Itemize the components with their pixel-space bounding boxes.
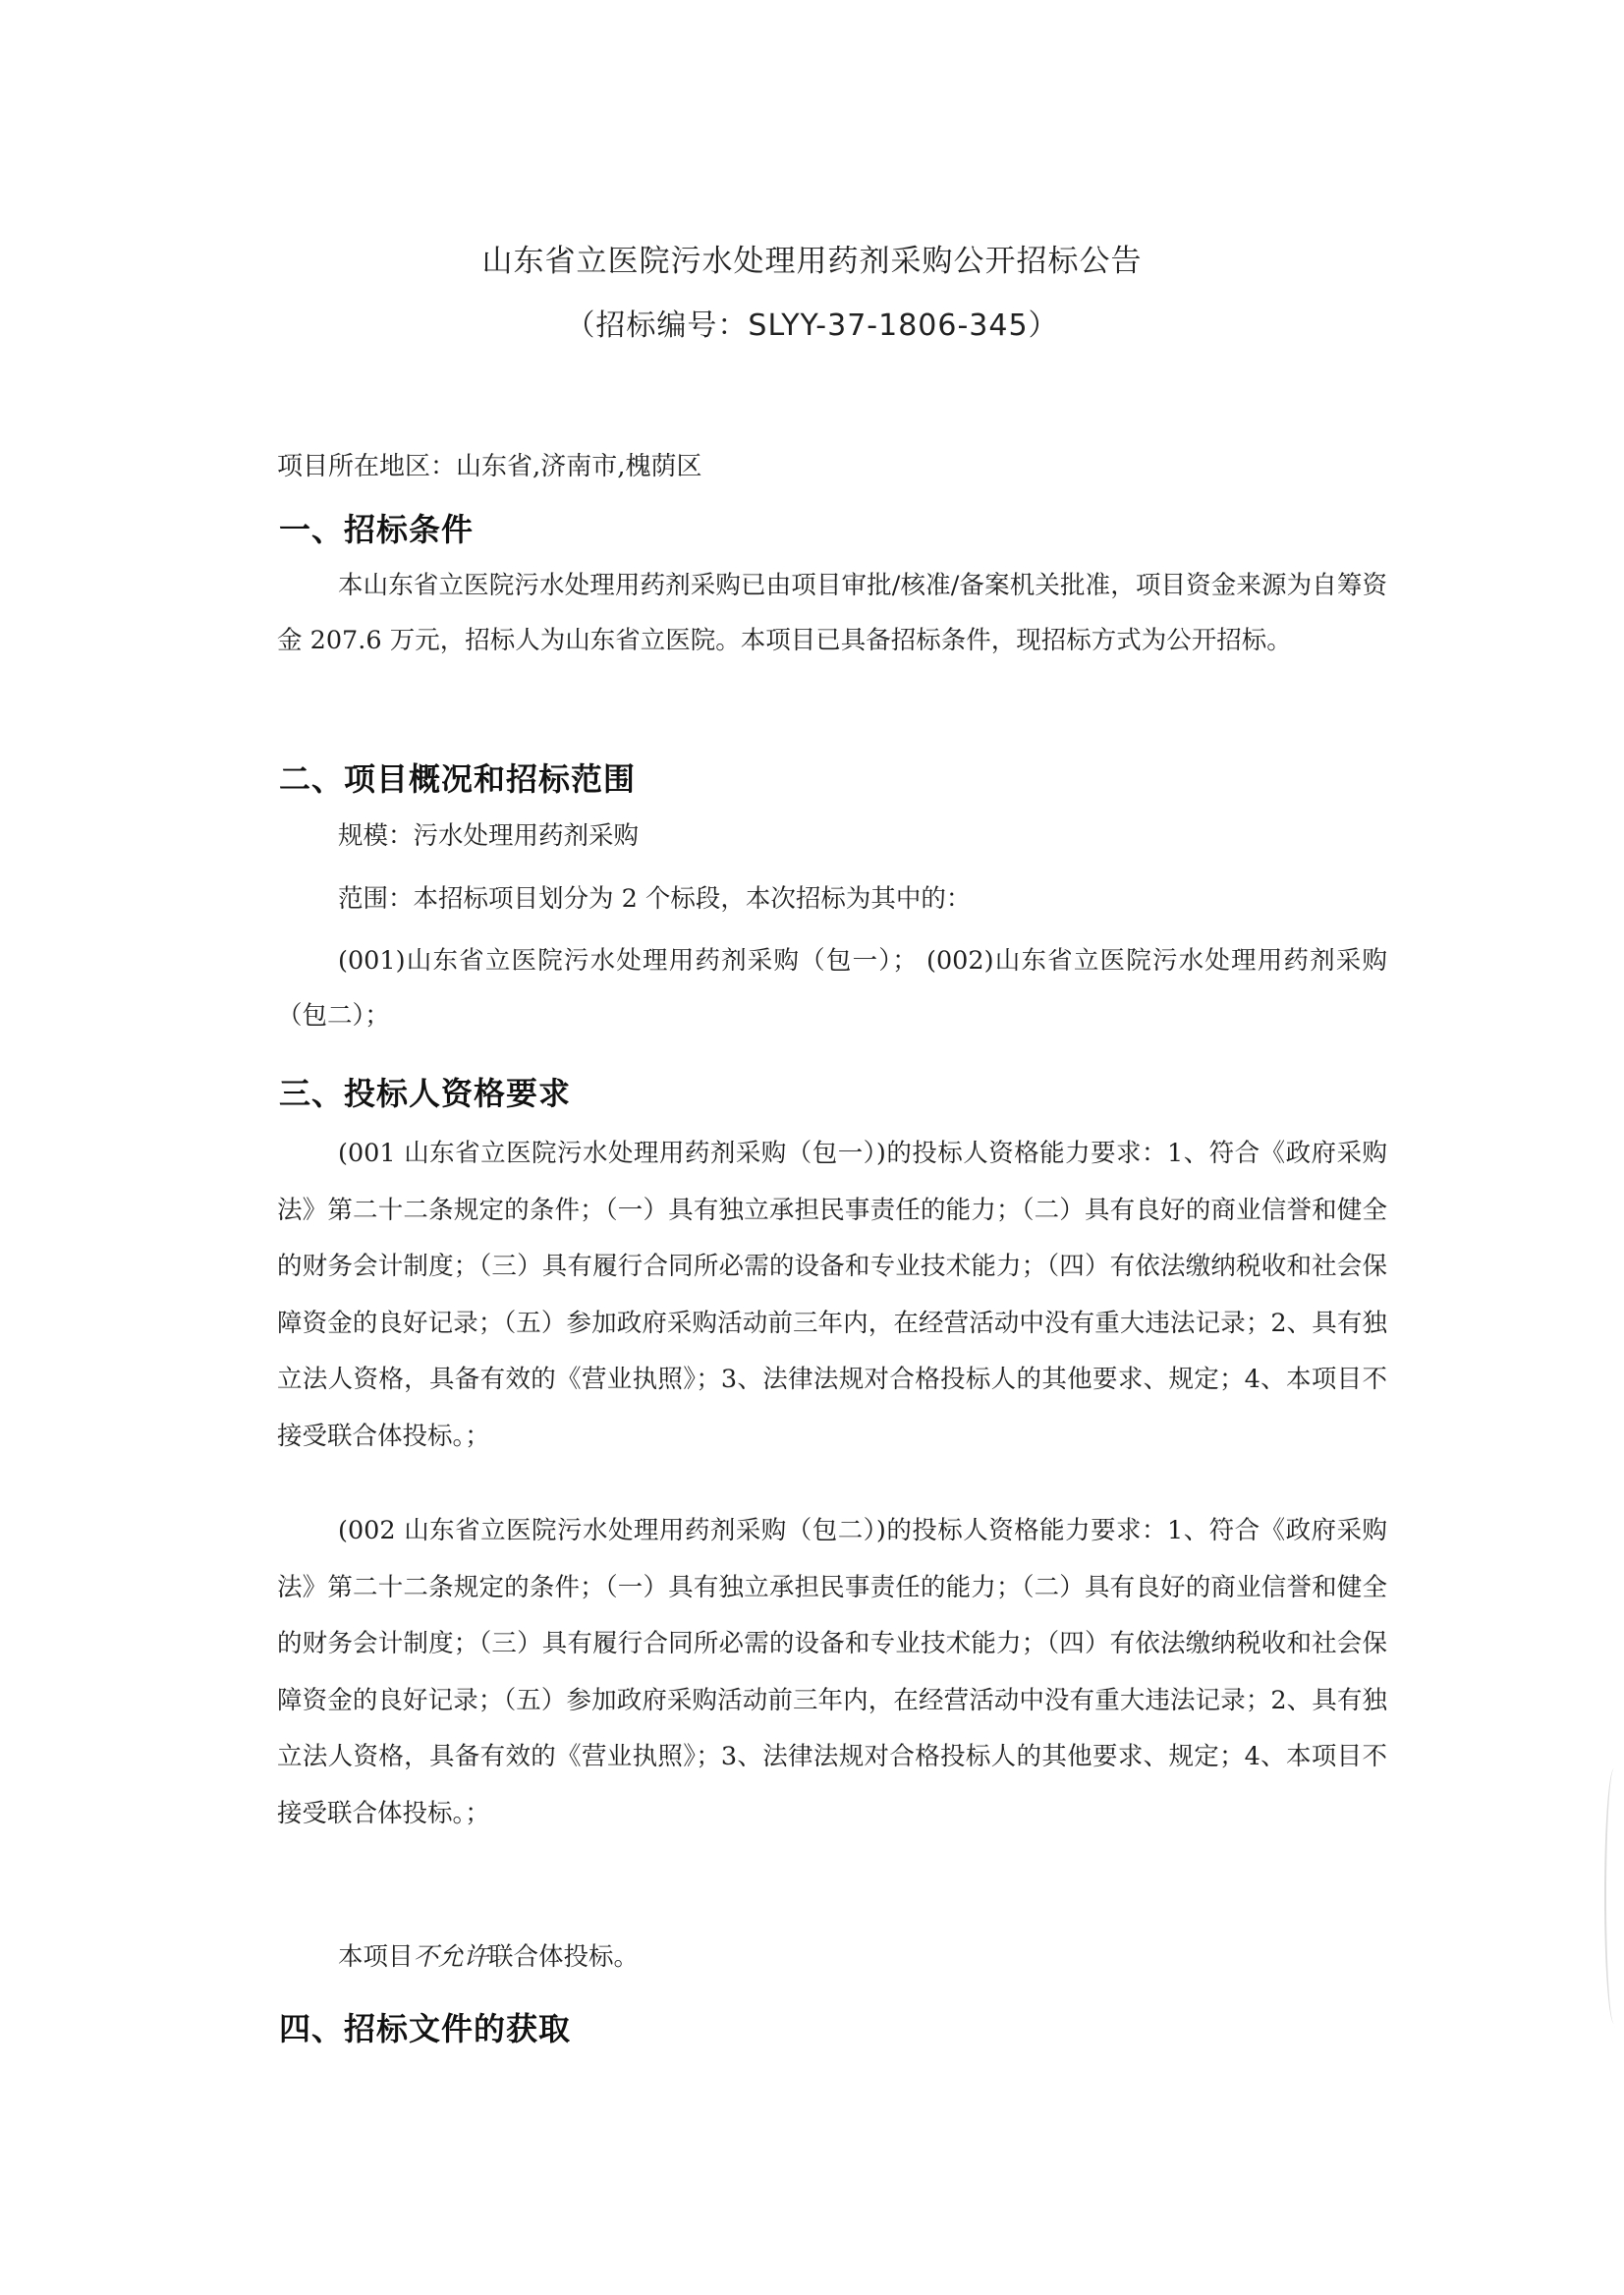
document-title: 山东省立医院污水处理用药剂采购公开招标公告 [481, 244, 1143, 279]
qualification-package-1: (001 山东省立医院污水处理用药剂采购（包一）)的投标人资格能力要求：1、符合《政府采购法》第二十二条规定的条件；（一）具有独立承担民事责任的能力；（二）具有良好的商业信誉和健全的财务会计制度；（三）具有履行合同所必需的设备和专业技术能力；（四）有依法缴纳税收和社会保障资金的良好记录；（五）参加政府采购活动前三年内，在经营活动中没有重大违法记录；2、具有独立法人资格，具备有效的《营业执照》；3、法律法规对合格投标人的其他要求、规定；4、本项目不接受联合体投标。； [277, 1139, 1387, 1451]
project-scale: 规模：污水处理用药剂采购 [338, 821, 640, 851]
project-packages: (001)山东省立医院污水处理用药剂采购（包一）； (002)山东省立医院污水处理用药剂采购（包二）； [277, 946, 1387, 1031]
consortium-suffix: 联合体投标。 [488, 1942, 640, 1972]
consortium-emphasis: 不允许 [413, 1942, 489, 1972]
section-heading-bidder-qualifications: 三、投标人资格要求 [279, 1075, 572, 1112]
section-heading-project-overview: 二、项目概况和招标范围 [279, 760, 637, 798]
bid-number: （招标编号：SLYY-37-1806-345） [565, 308, 1059, 343]
qualification-package-2: (002 山东省立医院污水处理用药剂采购（包二）)的投标人资格能力要求：1、符合《政府采购法》第二十二条规定的条件；（一）具有独立承担民事责任的能力；（二）具有良好的商业信誉和健全的财务会计制度；（三）具有履行合同所必需的设备和专业技术能力；（四）有依法缴纳税收和社会保障资金的良好记录；（五）参加政府采购活动前三年内，在经营活动中没有重大违法记录；2、具有独立法人资格，具备有效的《营业执照》；3、法律法规对合格投标人的其他要求、规定；4、本项目不接受联合体投标。； [277, 1516, 1387, 1828]
scan-edge-mark [1604, 1768, 1624, 2024]
section-heading-document-acquisition: 四、招标文件的获取 [279, 2010, 572, 2047]
consortium-statement [277, 1930, 1387, 1985]
section-heading-bidding-conditions: 一、招标条件 [279, 511, 475, 548]
project-region: 项目所在地区：山东省,济南市,槐荫区 [277, 452, 702, 481]
project-range: 范围：本招标项目划分为 2 个标段，本次招标为其中的： [338, 884, 972, 914]
consortium-prefix: 本项目 [338, 1942, 414, 1972]
bidding-conditions-text: 本山东省立医院污水处理用药剂采购已由项目审批/核准/备案机关批准，项目资金来源为自筹资金 207.6 万元，招标人为山东省立医院。本项目已具备招标条件，现招标方式为公开招标。 [277, 571, 1387, 655]
